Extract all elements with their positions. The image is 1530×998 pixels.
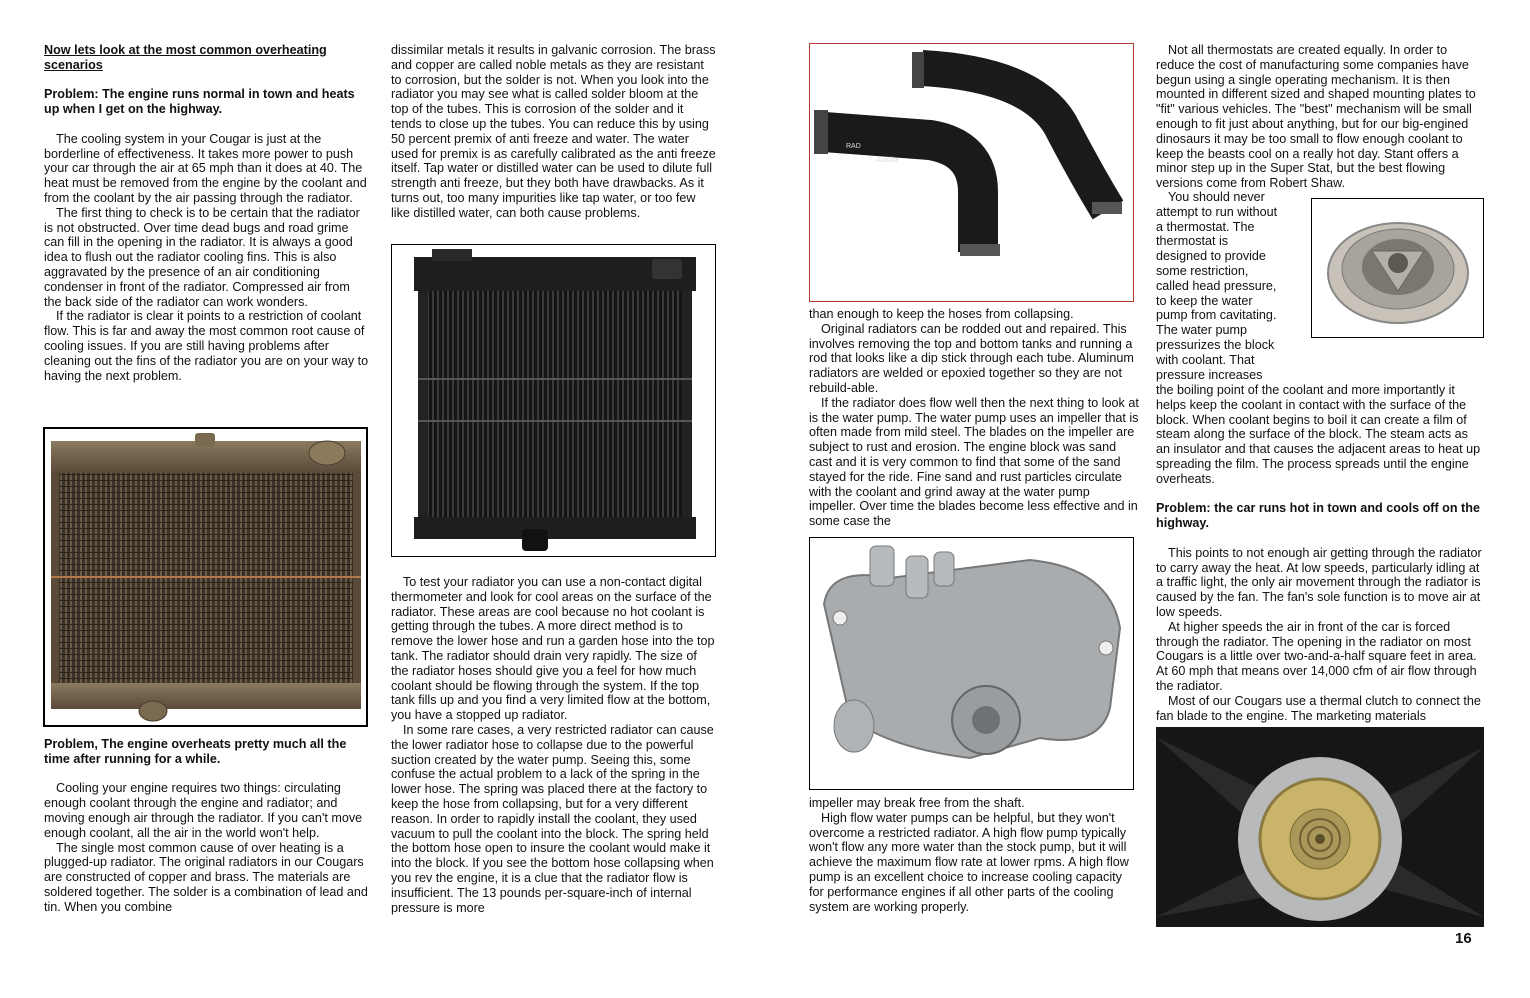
wrap-line: to keep the water <box>1156 293 1253 308</box>
wrap-line: pressure increases <box>1156 367 1263 382</box>
wrap-line: some restriction, <box>1156 263 1249 278</box>
column-4-middle <box>1156 383 1484 723</box>
water-pump-photo <box>809 537 1134 790</box>
column-1-lower <box>44 737 370 915</box>
column-3 <box>809 307 1139 529</box>
new-radiator-photo <box>391 244 716 557</box>
fan-clutch-photo <box>1156 727 1484 927</box>
column-3-lower <box>809 796 1139 914</box>
wrap-line: called head pressure, <box>1156 278 1277 293</box>
column-3-paragraph-2: Original radiators can be rodded out and repaired. This involves removing the top and bottom tanks and running a rod that looks like a dip stick through each tube. Aluminum radiators are welded or epoxied together so they are not rebuild-able. <box>809 321 1134 395</box>
radiator-hoses-image <box>810 44 1133 301</box>
problem-1-title: Problem: The engine runs normal in town and heats up when I get on the highway. <box>44 87 355 117</box>
thermostat-image <box>1312 199 1483 337</box>
column-4-paragraph-5: Most of our Cougars use a thermal clutch to connect the fan blade to the engine. The marketing materials <box>1156 693 1481 723</box>
hose-label-rad: RAD <box>846 143 861 150</box>
problem-1-paragraph-1: The cooling system in your Cougar is just at the borderline of effectiveness. It takes more power to push your car through the air at 65 mph than it does at 40. The heat must be removed from the engine by the coolant and from the coolant by the air passing through the radiator. <box>44 131 367 205</box>
column-2-paragraph-3: In some rare cases, a very restricted radiator can cause the lower radiator hose to collapse due to the powerful suction created by the water pump. Seeing this, some confuse the actual problem to a lack of the spring in the lower hose. The spring was placed there at the factory to keep the hose from collapsing, but for a very different reason. In order to rapidly install the coolant, they used vacuum to pull the coolant into the block. The spring held the bottom hose open to insure the coolant would make it into the block. If you see the bottom hose collapsing when you rev the engine, it is a clue that the radiator flow is insufficient. The 13 pounds per-square-inch of internal pressure is more <box>391 722 714 915</box>
radiator-hoses-photo <box>809 43 1134 302</box>
problem-2-paragraph-2: The single most common cause of over heating is a plugged-up radiator. The original radiators in our Cougars are constructed of copper and brass. The materials are soldered together. The solder is a combination of lead and tin. When you combine <box>44 840 368 914</box>
column-2-paragraph-2: To test your radiator you can use a non-contact digital thermometer and look for cool areas on the surface of the radiator. These areas are cool because no hot coolant is getting through the tubes. A more direct method is to remove the lower hose and run a garden hose into the top tank. The radiator should drain very rapidly. The size of the radiator hoses should give you a feel for how much coolant should be flowing through the system. If the top tank fills up and you find a very limited flow at the bottom, you have a stopped up radiator. <box>391 575 715 723</box>
column-4 <box>1156 43 1484 191</box>
column-3-paragraph-4: impeller may break free from the shaft. <box>809 796 1025 810</box>
old-radiator-photo <box>43 427 368 727</box>
new-radiator-image <box>392 245 715 556</box>
wrap-line: thermostat is <box>1156 234 1229 249</box>
column-4-paragraph-3: This points to not enough air getting through the radiator to carry away the heat. At low speeds, particularly idling at a traffic light, the only air movement through the radiator is caused by the fan. The fan's sole function is to move air at low speeds. <box>1156 545 1482 619</box>
wrap-line: The water pump <box>1156 323 1247 338</box>
hose-label-brand: Autolite <box>876 157 900 164</box>
problem-1-paragraph-3: If the radiator is clear it points to a restriction of coolant flow. This is far and away the most common root cause of cooling issues. If you are still having problems after cleaning out the fins of the radiator you are on your way to having the next problem. <box>44 309 369 383</box>
wrap-line: a thermostat. The <box>1156 219 1255 234</box>
page-number: 16 <box>1455 930 1472 947</box>
wrap-line: You should never <box>1168 190 1265 204</box>
water-pump-image <box>810 538 1133 789</box>
problem-2-paragraph-1: Cooling your engine requires two things: circulating enough coolant through the engine and radiator; and moving enough air through the radiator. If you can't move enough coolant, all the air in the world won't help. <box>44 781 363 840</box>
fan-clutch-image <box>1156 727 1484 927</box>
column-4-paragraph-1: Not all thermostats are created equally. In order to reduce the cost of manufacturing some companies have begun using a single operating mechanism. It is then mounted in different sized and shaped mounting plates to "fit" various vehicles. The "best" mechanism will be small enough to fit just about anything, but for our big-engined dinosaurs it may be too small to flow enough coolant to keep the beasts cool on a really hot day. Stant offers a minor step up in the Super Stat, but the best flowing versions come from Robert Shaw. <box>1156 43 1476 191</box>
column-2 <box>391 43 717 221</box>
old-radiator-image <box>45 429 366 725</box>
problem-1-paragraph-2: The first thing to check is to be certain that the radiator is not obstructed. Over time dead bugs and road grime can fill in the opening in the radiator. It is always a good idea to flush out the radiator cooling fins. This is also aggravated by the presence of an air conditioning condenser in front of the radiator. Compressed air from the back side of the radiator can work wonders. <box>44 205 360 309</box>
thermostat-photo <box>1311 198 1484 338</box>
section-heading: Now lets look at the most common overheating scenarios <box>44 43 327 72</box>
column-4-paragraph-2-rest: the boiling point of the coolant and more importantly it helps keep the coolant in contact with the surface of the block. When coolant begins to boil it can create a film of steam along the surface of the block. The steam acts as an insulator and that causes the adjacent areas to heat up spreading the film. The process spreads until the engine overheats. <box>1156 383 1481 486</box>
column-4-paragraph-4: At higher speeds the air in front of the car is forced through the radiator. The opening in the radiator on most Cougars is a little over two-and-a-half square feet in area. At 60 mph that means over 14,000 cfm of air flow through the radiator. <box>1156 619 1477 693</box>
problem-2-title: Problem, The engine overheats pretty much all the time after running for a while. <box>44 737 347 766</box>
wrap-line: attempt to run without <box>1156 204 1278 219</box>
column-3-paragraph-3: If the radiator does flow well then the next thing to look at is the water pump. The water pump uses an impeller that is often made from mild steel. The blades on the impeller are subject to rust and erosion. The engine block was sand cast and it is very common to find that some of the sand stayed for the ride. Fine sand and rust particles circulate with the coolant and grind away at the water pump impeller. Over time the blades become less effective and in some case the <box>809 395 1139 529</box>
column-1 <box>44 43 370 383</box>
wrap-line: pump from cavitating. <box>1156 308 1277 323</box>
wrap-line: with coolant. That <box>1156 352 1255 367</box>
wrap-line: designed to provide <box>1156 249 1266 264</box>
column-3-paragraph-5: High flow water pumps can be helpful, but they won't overcome a restricted radiator. A high flow pump typically won't flow any more water than the stock pump, but it will achieve the maximum flow rate at lower rpms. A high flow pump is an excellent choice to increase cooling capacity for performance engines if all other parts of the cooling system are working properly. <box>809 810 1129 914</box>
column-4-wrap-lines <box>1156 190 1304 382</box>
column-2-paragraph-1: dissimilar metals it results in galvanic corrosion. The brass and copper are called noble metals as they are resistant to corrosion, but the solder is not. When you look into the radiator you may see what is called solder bloom at the top of the tubes. This is corrosion of the solder and it tends to close up the tubes. You can reduce this by using 50 percent premix of anti freeze and water. The water used for premix is as carefully calibrated as the anti freeze itself. Tap water or distilled water can be used to dilute full strength anti freeze, but they both have drawbacks. As it turns out, too many impurities like tap water, or too few like distilled water, can both cause problems. <box>391 43 716 220</box>
problem-3-title: Problem: the car runs hot in town and cools off on the highway. <box>1156 501 1480 531</box>
column-2-lower <box>391 575 717 915</box>
wrap-line: pressurizes the block <box>1156 337 1275 352</box>
column-3-paragraph-1: than enough to keep the hoses from collapsing. <box>809 307 1074 321</box>
